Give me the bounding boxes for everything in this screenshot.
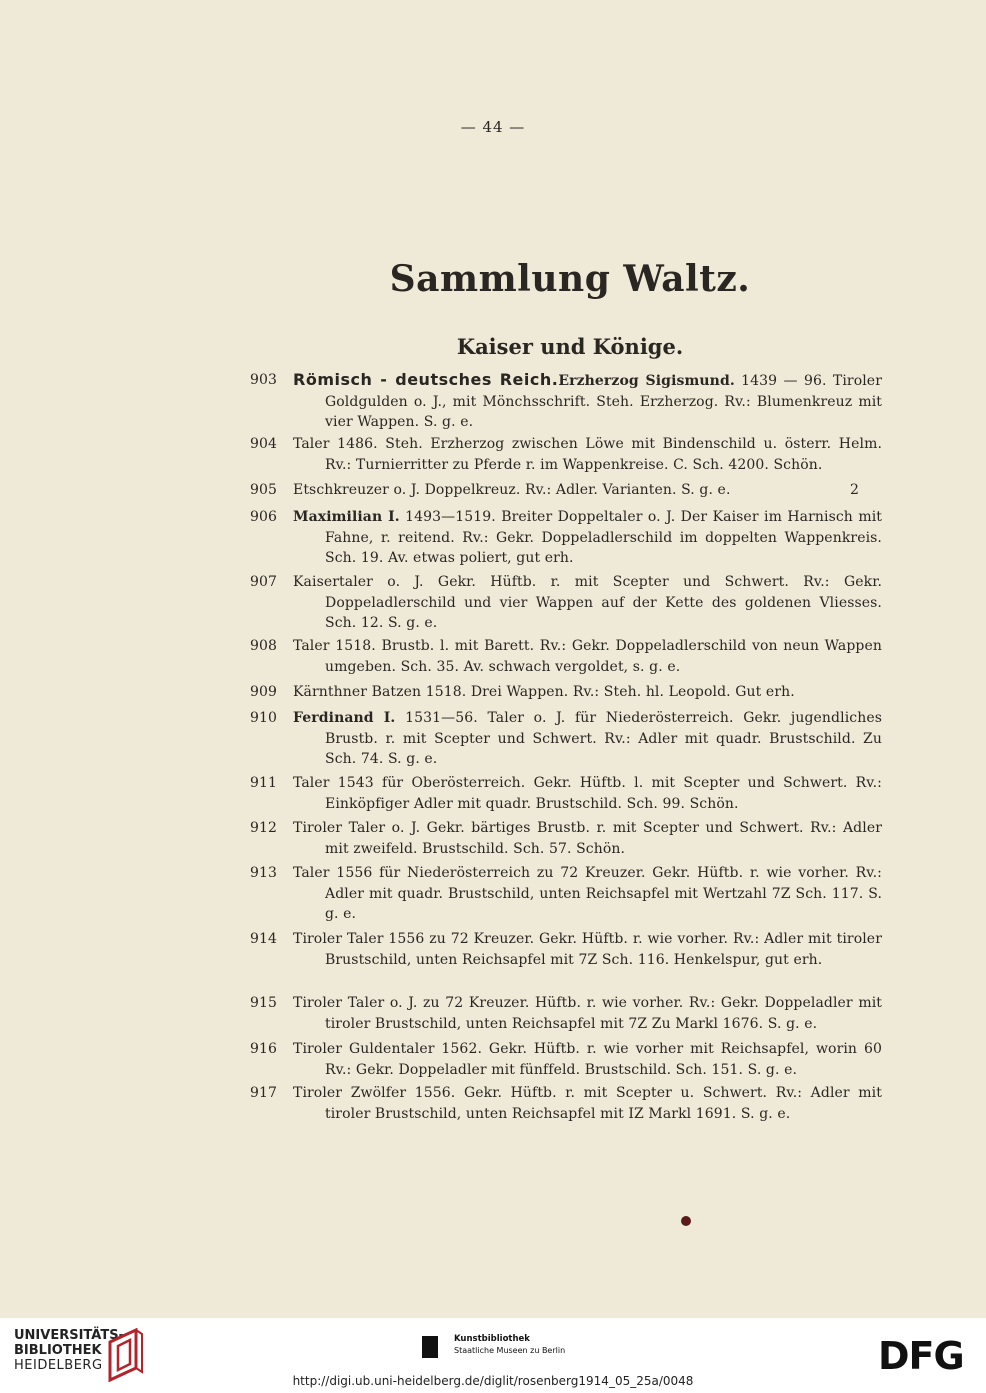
- lot-entry: [250, 682, 882, 703]
- lot-number: 905: [250, 482, 278, 498]
- lot-description: Taler 1486. Steh. Erzherzog zwischen Löwe mit Bindenschild u. österr. Helm. Rv.: Turnierritter zu Pferde r. im Wappenkreise. C. Sch. 4200. Schön.: [293, 436, 882, 473]
- lot-description: Taler 1518. Brustb. l. mit Barett. Rv.: Gekr. Doppeladlerschild von neun Wappen umgeben. Sch. 35. Av. schwach vergoldet, s. g. e.: [293, 638, 882, 675]
- lot-entry: [250, 929, 882, 970]
- lot-description: Tiroler Taler o. J. Gekr. bärtiges Brustb. r. mit Scepter und Schwert. Rv.: Adler mit zweifeld. Brustschild. Sch. 57. Schön.: [293, 820, 882, 857]
- permalink-url[interactable]: http://digi.ub.uni-heidelberg.de/diglit/rosenberg1914_05_25a/0048: [292, 1374, 694, 1388]
- lot-entry: [250, 773, 882, 814]
- lot-number: 911: [250, 775, 278, 791]
- lot-heading: Ferdinand I.: [293, 710, 396, 726]
- university-library-name: UNIVERSITÄTS- BIBLIOTHEK HEIDELBERG: [14, 1328, 124, 1373]
- lot-number: 913: [250, 865, 278, 881]
- lot-entry: [250, 818, 882, 859]
- lot-number: 910: [250, 710, 278, 726]
- lot-description: Tiroler Zwölfer 1556. Gekr. Hüftb. r. mit Scepter u. Schwert. Rv.: Adler mit tiroler Brustschild, unten Reichsapfel mit IZ Markl 1691. S. g. e.: [293, 1085, 882, 1122]
- lot-description: Maximilian I. 1493—1519. Breiter Doppeltaler o. J. Der Kaiser im Harnisch mit Fahne, r. reitend. Rv.: Gekr. Doppeladlerschild im doppelten Wappenkreis. Sch. 19. Av. etwas poliert, gut erh.: [293, 509, 882, 566]
- lot-entry: [250, 708, 882, 770]
- lot-description: Kaisertaler o. J. Gekr. Hüftb. r. mit Scepter und Schwert. Rv.: Gekr. Doppeladlerschild und vier Wappen auf der Kette des goldenen Vliesses. Sch. 12. S. g. e.: [293, 574, 882, 631]
- lot-number: 912: [250, 820, 278, 836]
- lot-description: Tiroler Taler 1556 zu 72 Kreuzer. Gekr. Hüftb. r. wie vorher. Rv.: Adler mit tiroler Brustschild, unten Reichsapfel mit 7Z Sch. 116. Henkelspur, gut erh.: [293, 931, 882, 968]
- lot-entry: [250, 480, 882, 501]
- lot-number: 903: [250, 372, 278, 388]
- lot-heading: Römisch - deutsches Reich.: [293, 370, 559, 389]
- lot-description: Römisch - deutsches Reich.Erzherzog Sigismund. 1439 — 96. Tiroler Goldgulden o. J., mit Mönchsschrift. Steh. Erzherzog. Rv.: Blumenkreuz mit vier Wappen. S. g. e.: [293, 370, 882, 430]
- lot-subheading: Erzherzog Sigismund.: [558, 373, 735, 389]
- ink-spot: [681, 1216, 691, 1226]
- lot-entry: [250, 572, 882, 634]
- page-title: Sammlung Waltz.: [389, 258, 751, 300]
- footer-bar: [0, 1318, 986, 1393]
- lot-description: Taler 1543 für Oberösterreich. Gekr. Hüftb. l. mit Scepter und Schwert. Rv.: Einköpfiger Adler mit quadr. Brustschild. Sch. 99. Schön.: [293, 775, 882, 812]
- lot-description: Tiroler Guldentaler 1562. Gekr. Hüftb. r. wie vorher mit Reichsapfel, worin 60 Rv.: Gekr. Doppeladler mit fünffeld. Brustschild. Sch. 151. S. g. e.: [293, 1041, 882, 1078]
- lot-entry: [250, 434, 882, 475]
- lot-description: Tiroler Taler o. J. zu 72 Kreuzer. Hüftb. r. wie vorher. Rv.: Gekr. Doppeladler mit tiroler Brustschild, unten Reichsapfel mit 7Z Zu Markl 1676. S. g. e.: [293, 995, 882, 1032]
- lot-entry: [250, 636, 882, 677]
- kunstbibliothek-mark-icon: [422, 1336, 438, 1358]
- lot-entry: [250, 507, 882, 569]
- lot-description: Kärnthner Batzen 1518. Drei Wappen. Rv.: Steh. hl. Leopold. Gut erh.: [293, 684, 795, 700]
- lot-number: 909: [250, 684, 278, 700]
- lot-number: 916: [250, 1041, 278, 1057]
- lot-number: 914: [250, 931, 278, 947]
- lot-entry: [250, 863, 882, 925]
- lot-number: 908: [250, 638, 278, 654]
- lot-description: Taler 1556 für Niederösterreich zu 72 Kreuzer. Gekr. Hüftb. r. wie vorher. Rv.: Adler mit quadr. Brustschild, unten Reichsapfel mit Wertzahl 7Z Sch. 117. S. g. e.: [293, 865, 882, 922]
- lot-number: 907: [250, 574, 278, 590]
- lot-entry: [250, 1039, 882, 1080]
- lot-number: 904: [250, 436, 278, 452]
- lot-entry: [250, 993, 882, 1034]
- page-number: — 44 —: [460, 118, 526, 136]
- kunstbibliothek-name: Kunstbibliothek Staatliche Museen zu Berlin: [454, 1334, 566, 1355]
- lot-description: Ferdinand I. 1531—56. Taler o. J. für Niederösterreich. Gekr. jugendliches Brustb. r. mit Scepter und Schwert. Rv.: Adler mit quadr. Brustschild. Zu Sch. 74. S. g. e.: [293, 710, 882, 767]
- lot-number: 906: [250, 509, 278, 525]
- lot-description: 2 Etschkreuzer o. J. Doppelkreuz. Rv.: Adler. Varianten. S. g. e.: [293, 482, 860, 498]
- lot-number: 917: [250, 1085, 278, 1101]
- section-heading: Kaiser und Könige.: [456, 334, 684, 359]
- lot-entry: [250, 1083, 882, 1124]
- lot-number: 915: [250, 995, 278, 1011]
- lot-heading: Maximilian I.: [293, 509, 400, 525]
- lot-entry: [250, 370, 882, 433]
- dfg-logo[interactable]: DFG: [878, 1334, 964, 1378]
